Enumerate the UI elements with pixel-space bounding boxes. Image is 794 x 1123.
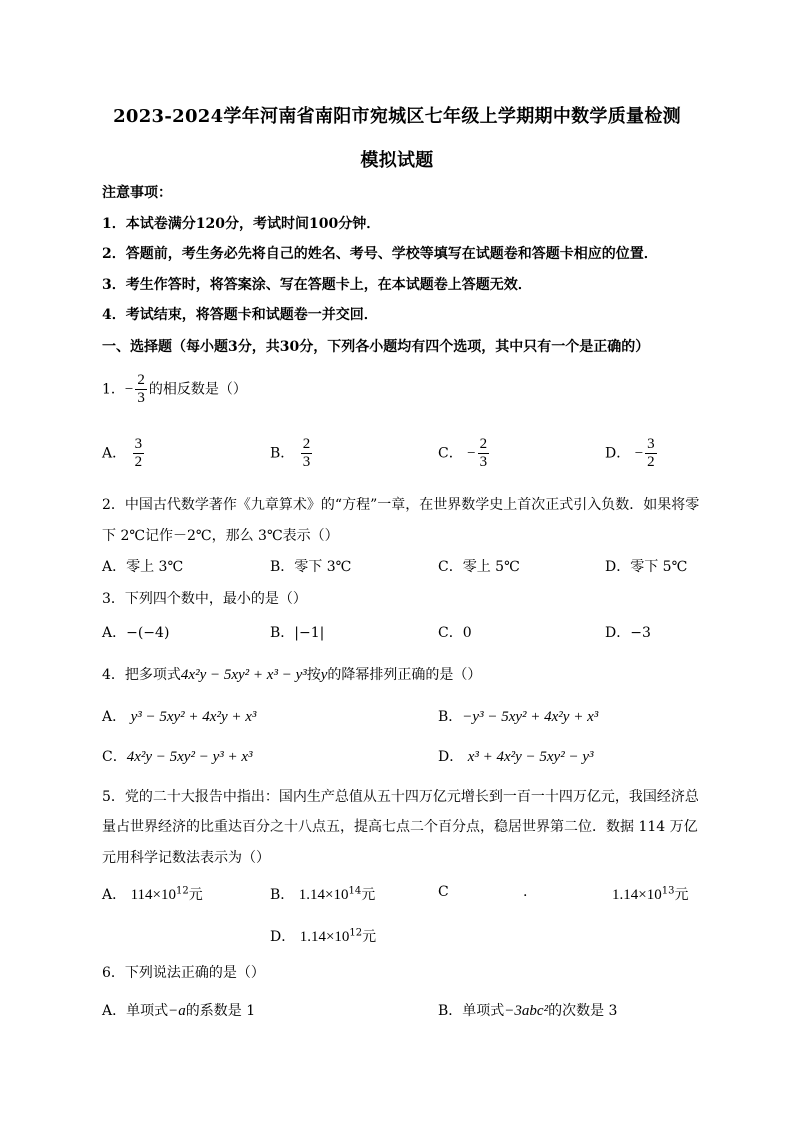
question-5-line-3: 元用科学记数法表示为（） [102, 850, 270, 866]
q5-option-c-dot: . [523, 884, 528, 900]
question-4: 4．把多项式4x²y − 5xy² + x³ − y³按y的降幂排列正确的是（） [102, 667, 482, 683]
question-2-line-2: 下 2℃记作－2℃，那么 3℃表示（） [102, 528, 339, 544]
section-heading-choice: 一、选择题（每小题3分，共30分，下列各小题均有四个选项，其中只有一个是正确的） [102, 339, 650, 355]
question-5-line-2: 量占世界经济的比重达百分之十八点五，提高七点二个百分点，稳居世界第二位．数据 114 万亿 [102, 819, 698, 835]
q4-option-c: C．4x²y − 5xy² − y³ + x³ [102, 749, 253, 765]
q6-option-a: A．单项式−a的系数是 1 [102, 1003, 256, 1019]
notice-item-3: 3．考生作答时，将答案涂、写在答题卡上，在本试题卷上答题无效． [102, 277, 532, 293]
question-stem: 的相反数是（） [148, 381, 247, 398]
notice-heading: 注意事项： [102, 185, 172, 201]
question-3: 3．下列四个数中，最小的是（） [102, 591, 307, 607]
q2-option-b: B．零下 3℃ [270, 559, 352, 575]
q5-option-a: A． $114\times 10^{12}$元 [102, 885, 203, 903]
question-2-line-1: 2．中国古代数学著作《九章算术》的“方程”一章，在世界数学史上首次正式引入负数．如果将零 [102, 497, 700, 513]
question-1 [102, 372, 247, 407]
variable: y [320, 667, 328, 683]
q4-option-b: B．−y³ − 5xy² + 4x²y + x³ [438, 709, 599, 725]
notice-item-1: 1．本试卷满分120分，考试时间100分钟． [102, 216, 381, 232]
notice-item-4: 4．考试结束，将答题卡和试题卷一并交回． [102, 307, 378, 323]
q5-option-c: $1.14\times 10^{13}$元 [612, 885, 689, 903]
question-6: 6．下列说法正确的是（） [102, 965, 265, 981]
q5-option-c-label: C [438, 884, 449, 900]
q2-option-a: A．零上 3℃ [102, 559, 184, 575]
q3-option-c: C．0 [438, 625, 472, 641]
polynomial: 4x²y − 5xy² + x³ − y³ [180, 667, 307, 683]
q3-option-d: D．−3 [605, 625, 651, 641]
q2-option-d: D．零下 5℃ [605, 559, 688, 575]
notice-item-2: 2．答题前，考生务必先将自己的姓名、考号、学校等填写在试题卷和答题卡相应的位置． [102, 246, 658, 262]
q1-option-a: A． $\frac{3}{2}$ [102, 436, 143, 470]
q4-option-d: D． x³ + 4x²y − 5xy² − y³ [438, 749, 594, 765]
q2-option-c: C．零上 5℃ [438, 559, 520, 575]
question-number: 1． [102, 381, 125, 398]
q5-option-b: B． $1.14\times 10^{14}$元 [270, 885, 376, 903]
q3-option-a: A．−(−4) [102, 625, 170, 641]
q4-option-a: A． y³ − 5xy² + 4x²y + x³ [102, 709, 257, 725]
q1-option-d: D． − $\frac{3}{2}$ [605, 436, 655, 470]
fraction: $\frac{2}{3}$ [137, 372, 145, 406]
q5-option-d: D． $1.14\times 10^{12}$元 [270, 927, 377, 945]
minus-sign: − [124, 381, 134, 398]
q1-option-b: B． $\frac{2}{3}$ [270, 436, 311, 470]
q3-option-b: B．|−1| [270, 625, 325, 641]
document-title: 2023-2024学年河南省南阳市宛城区七年级上学期期中数学质量检测 [113, 106, 681, 127]
q6-option-b: B．单项式−3abc²的次数是 3 [438, 1003, 618, 1019]
document-subtitle: 模拟试题 [360, 150, 434, 171]
question-5-line-1: 5．党的二十大报告中指出：国内生产总值从五十四万亿元增长到一百一十四万亿元，我国经济总 [102, 789, 699, 805]
q1-option-c: C． − $\frac{2}{3}$ [438, 436, 488, 470]
